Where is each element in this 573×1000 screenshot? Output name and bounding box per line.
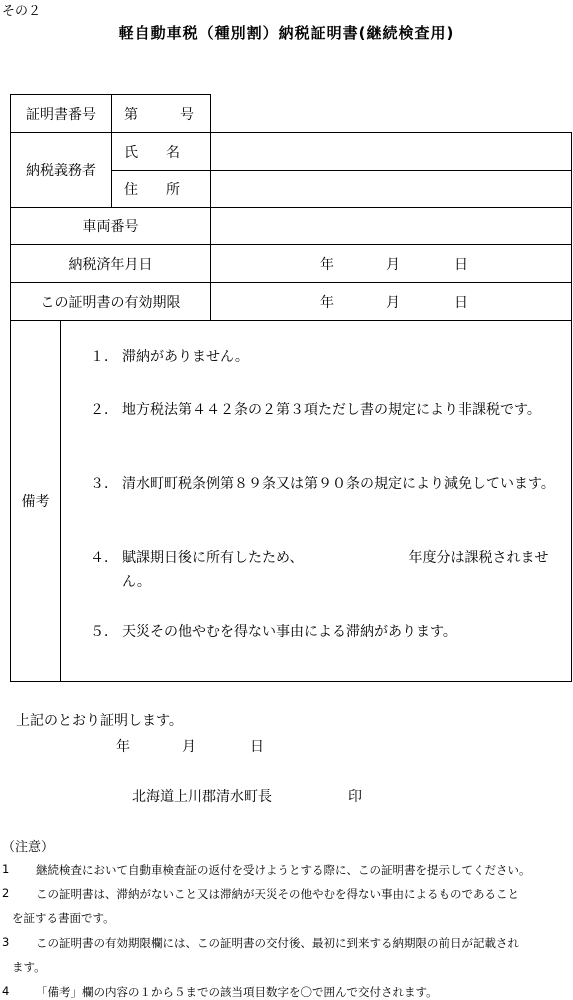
validity-year: 年 bbox=[320, 294, 334, 311]
vehicle-number-label: 車両番号 bbox=[82, 219, 139, 235]
address-label: 住 所 bbox=[124, 182, 180, 198]
paid-day: 日 bbox=[454, 256, 468, 273]
remarks-label: 備考 bbox=[21, 494, 50, 510]
remark-number: ４． bbox=[90, 550, 118, 566]
certification-year: 年 bbox=[116, 739, 130, 755]
validity-day: 日 bbox=[454, 294, 468, 311]
note-text: この証明書は、滞納がないこと又は滞納が天災その他やむを得ない事由によるものであること bbox=[36, 887, 519, 901]
note-text: 「備考」欄の内容の１から５までの該当項目数字を〇で囲んで交付されます。 bbox=[36, 985, 438, 999]
taxpayer-label: 納税義務者 bbox=[26, 163, 96, 179]
note-number: 4 bbox=[2, 984, 10, 998]
issuer-name: 北海道上川郡清水町長 bbox=[132, 789, 272, 805]
paid-month: 月 bbox=[386, 256, 400, 273]
cert-number-label: 証明書番号 bbox=[26, 106, 96, 123]
note-number: 1 bbox=[2, 862, 10, 876]
certification-day: 日 bbox=[250, 739, 264, 755]
remark-number: ３． bbox=[90, 476, 118, 492]
remark-text: 清水町町税条例第８９条又は第９０条の規定により減免しています。 bbox=[122, 476, 555, 492]
remark-text: 賦課期日後に所有したため、 年度分は課税されません。 bbox=[122, 550, 549, 590]
name-label: 氏 名 bbox=[124, 144, 180, 161]
paid-year: 年 bbox=[320, 256, 334, 273]
note-text-continued: ます。 bbox=[12, 960, 46, 974]
notes-heading: （注意） bbox=[2, 840, 55, 855]
note-number: 3 bbox=[2, 935, 10, 949]
note-text: 継続検査において自動車検査証の返付を受けようとする際に、この証明書を提示してください。 bbox=[36, 863, 531, 877]
remark-number: ５． bbox=[90, 624, 118, 640]
note-text: この証明書の有効期限欄には、この証明書の交付後、最初に到来する納期限の前日が記載され bbox=[36, 936, 519, 950]
certification-statement: 上記のとおり証明します。 bbox=[16, 713, 183, 729]
remark-number: １． bbox=[90, 349, 118, 365]
certification-month: 月 bbox=[182, 739, 196, 755]
paid-date-label: 納税済年月日 bbox=[68, 256, 153, 273]
note-number: 2 bbox=[2, 886, 10, 900]
cert-number-go: 号 bbox=[180, 106, 194, 123]
remark-text: 天災その他やむを得ない事由による滞納があります。 bbox=[122, 624, 457, 640]
remark-text: 地方税法第４４２条の２第３項ただし書の規定により非課税です。 bbox=[122, 402, 541, 418]
document-title: 軽自動車税（種別割）納税証明書(継続検査用) bbox=[118, 24, 455, 42]
seal-mark: 印 bbox=[348, 789, 362, 805]
form-number: その２ bbox=[2, 4, 42, 19]
remark-text: 滞納がありません。 bbox=[122, 349, 249, 365]
cert-number-dai: 第 bbox=[124, 106, 138, 123]
validity-label: この証明書の有効期限 bbox=[40, 294, 181, 311]
validity-month: 月 bbox=[386, 294, 400, 311]
note-text-continued: を証する書面です。 bbox=[12, 911, 115, 925]
remark-number: ２． bbox=[90, 402, 118, 418]
